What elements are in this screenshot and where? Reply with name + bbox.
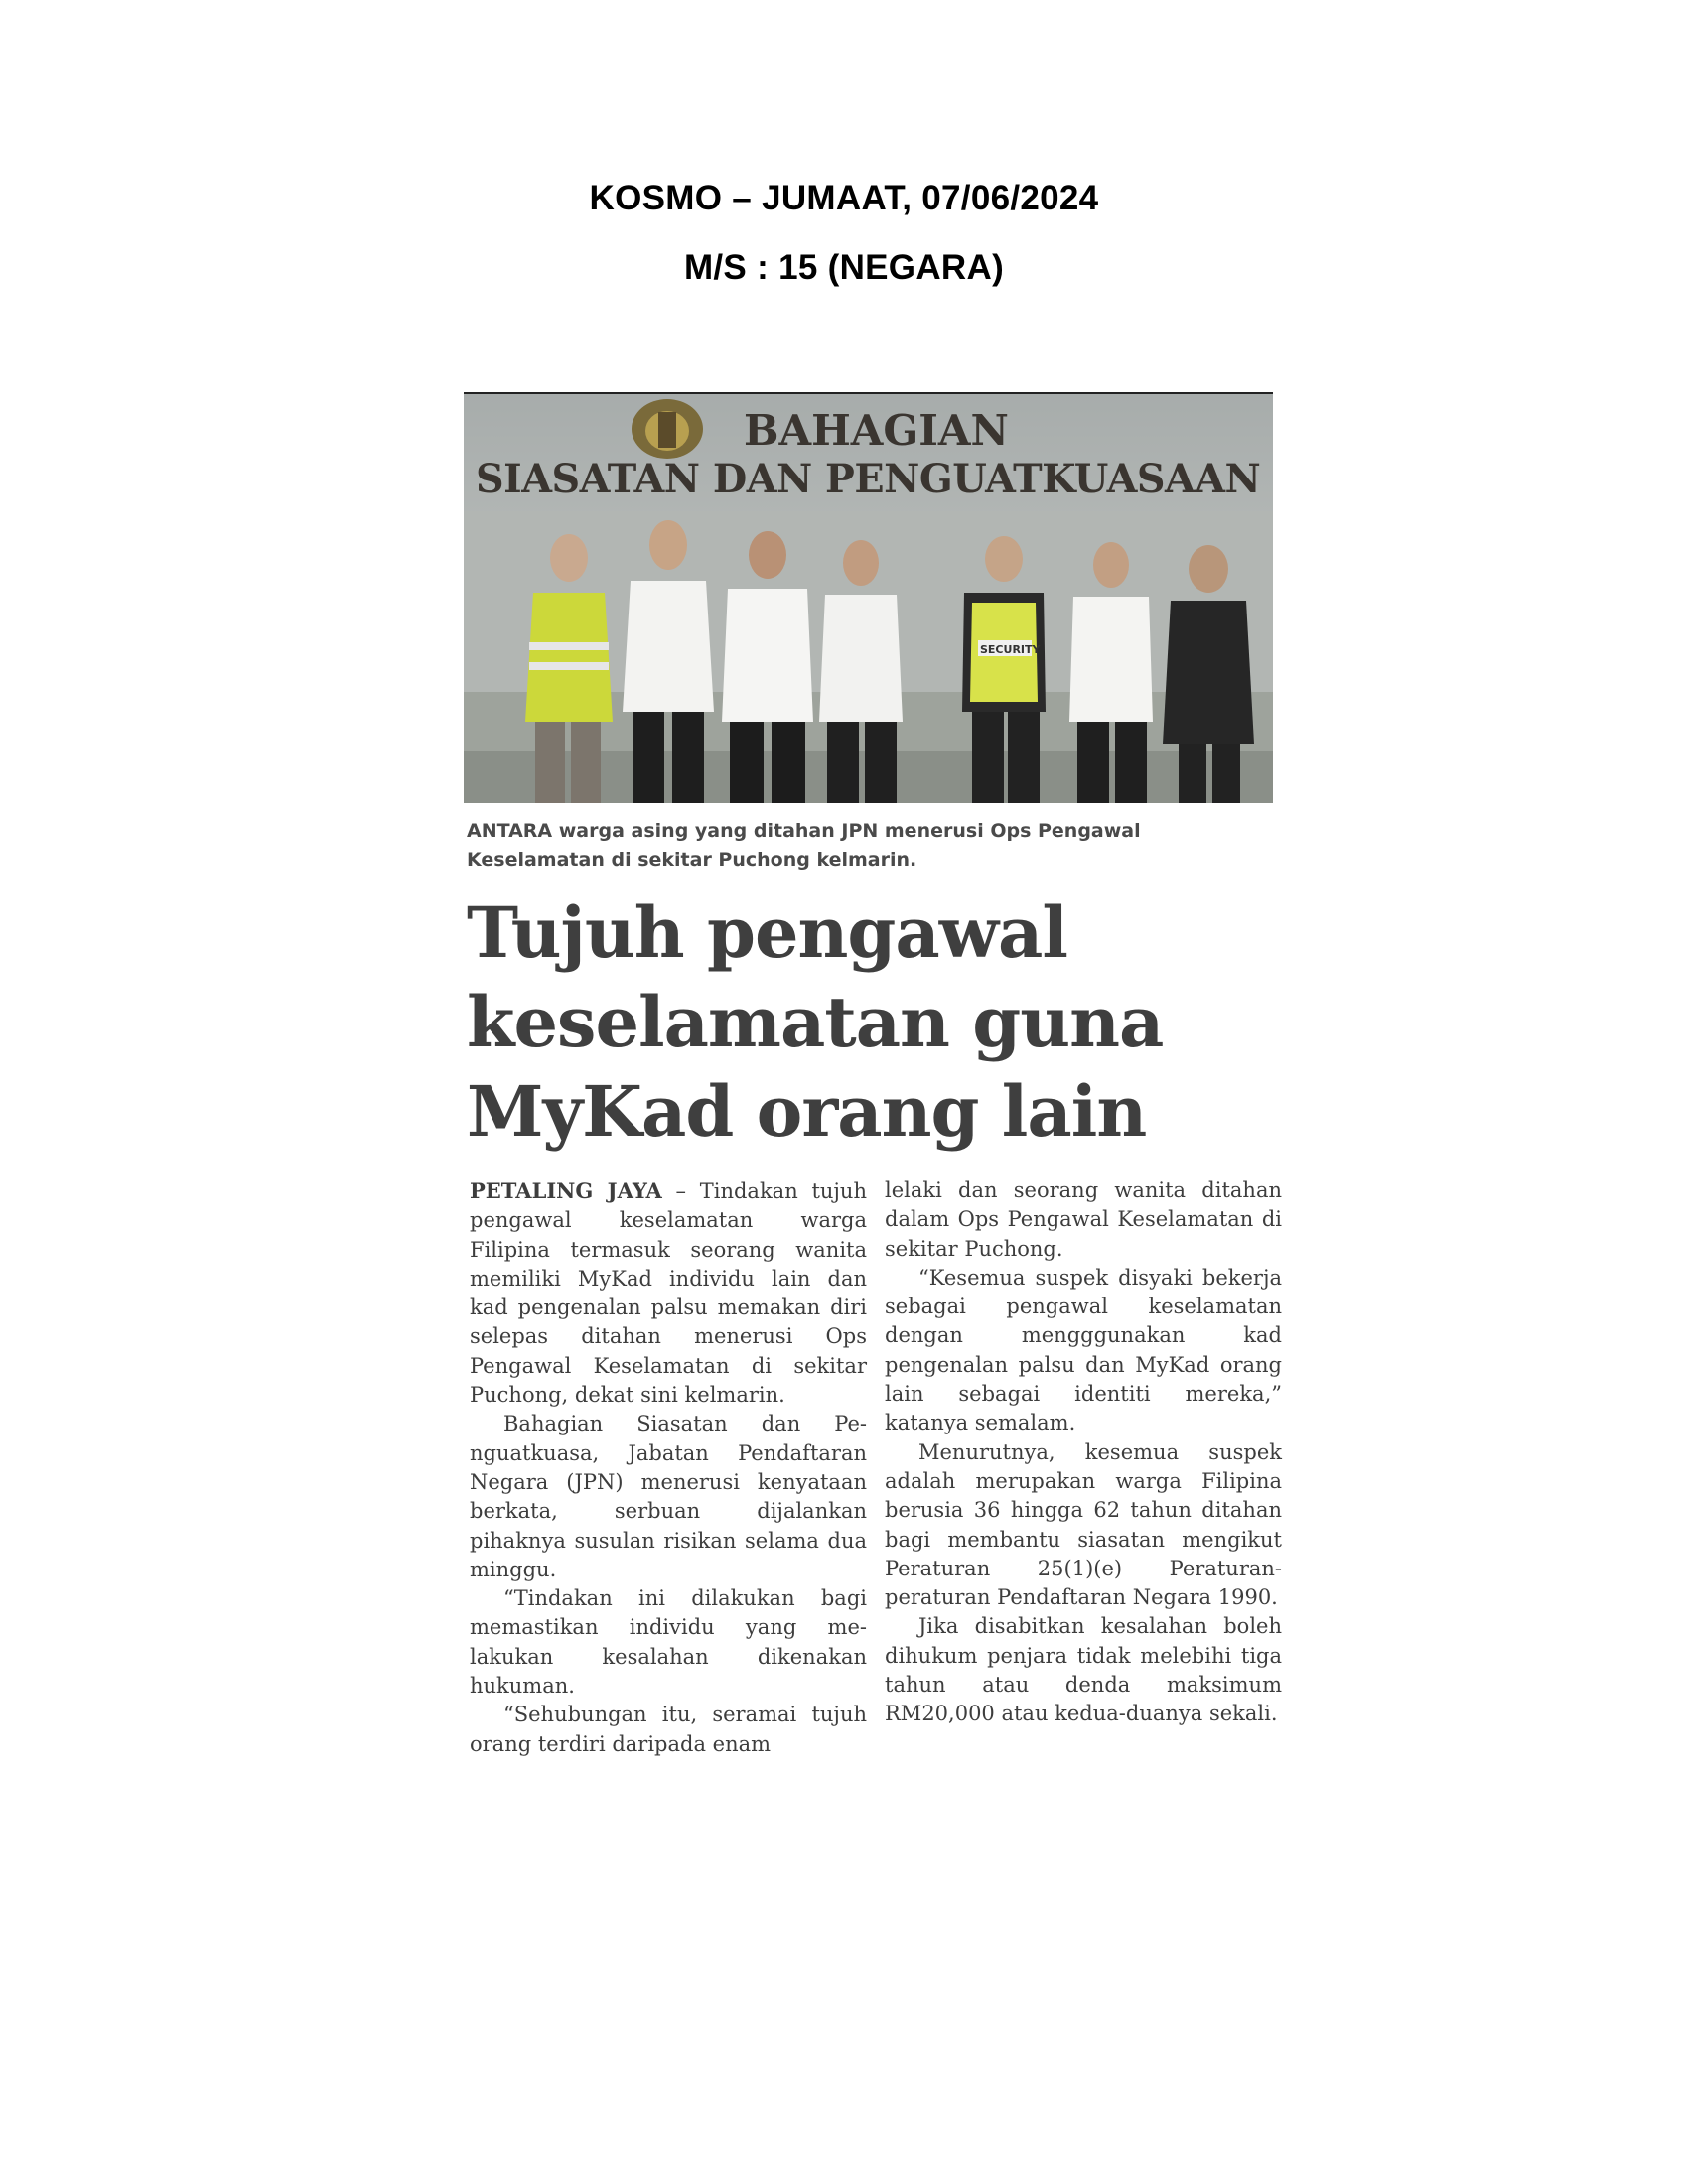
paragraph: Bahagian Siasatan dan Penguatkuasa, Jabatan Pendaftaran Negara (JPN) menerusi kenyataan berkata, serbuan dijalankan pihaknya susulan risikan selama dua minggu. [470,1412,867,1581]
publication-date-header: KOSMO – JUMAAT, 07/06/2024 [589,179,1099,217]
paragraph: PETALING JAYA – Tindakan tujuh pengawal keselamatan warga Filipina termasuk seorang wanita memiliki MyKad individu lain dan kad pengenalan palsu memakan diri selepas ditahan menerusi Ops Pengawal Keselamatan di sekitar Puchong, dekat sini kelmarin. [470,1178,867,1408]
page-section-header: M/S : 15 (NEGARA) [683,248,1005,287]
paragraph: lelaki dan seorang wanita ditahan dalam Ops Pengawal Keselamatan di sekitar Puchong. [885,1178,1282,1261]
paragraph: Jika disabitkan kesalahan boleh dihukum penjara tidak melebihi tiga tahun atau denda maksimum RM20,000 atau kedua-duanya sekali. [885,1614,1282,1726]
crest-icon [632,399,703,459]
caption-text: warga asing yang ditahan JPN menerusi Ops Pengawal Keselamatan di sekitar Puchong kelmarin. [467,820,1141,871]
news-photo [464,392,1273,803]
article-column-2 [885,1176,1282,1729]
article-headline: Tujuh pengawal keselamatan guna MyKad orang lain [467,891,1164,1153]
paragraph: “Tindakan ini dilakukan bagi memastikan individu yang melakukan kesalahan dikenakan hukuman. [470,1586,867,1699]
vest-label: SECURITY [980,643,1041,656]
paragraph: “Kesemua suspek disyaki bekerja sebagai pengawal keselamatan dengan mengggunakan kad pengenalan palsu dan MyKad orang lain sebagai identiti mereka,” katanya semalam. [885,1265,1282,1435]
caption-lead: ANTARA [467,820,553,842]
sign-line-1: BAHAGIAN [744,406,1009,455]
dateline: PETALING JAYA [470,1178,662,1203]
sign-line-2: SIASATAN DAN PENGUATKUASAAN [476,456,1261,502]
photo-caption [467,817,1261,875]
paragraph: “Sehubungan itu, seramai tujuh orang terdiri daripada enam [470,1703,867,1756]
paragraph: Menurutnya, kesemua suspek adalah merupakan warga Filipina berusia 36 hingga 62 tahun ditahan bagi membantu siasatan mengikut Peraturan 25(1)(e) Peraturan-peraturan Pendaftaran Negara 1990. [885,1439,1282,1610]
article-column-1 [470,1176,867,1759]
